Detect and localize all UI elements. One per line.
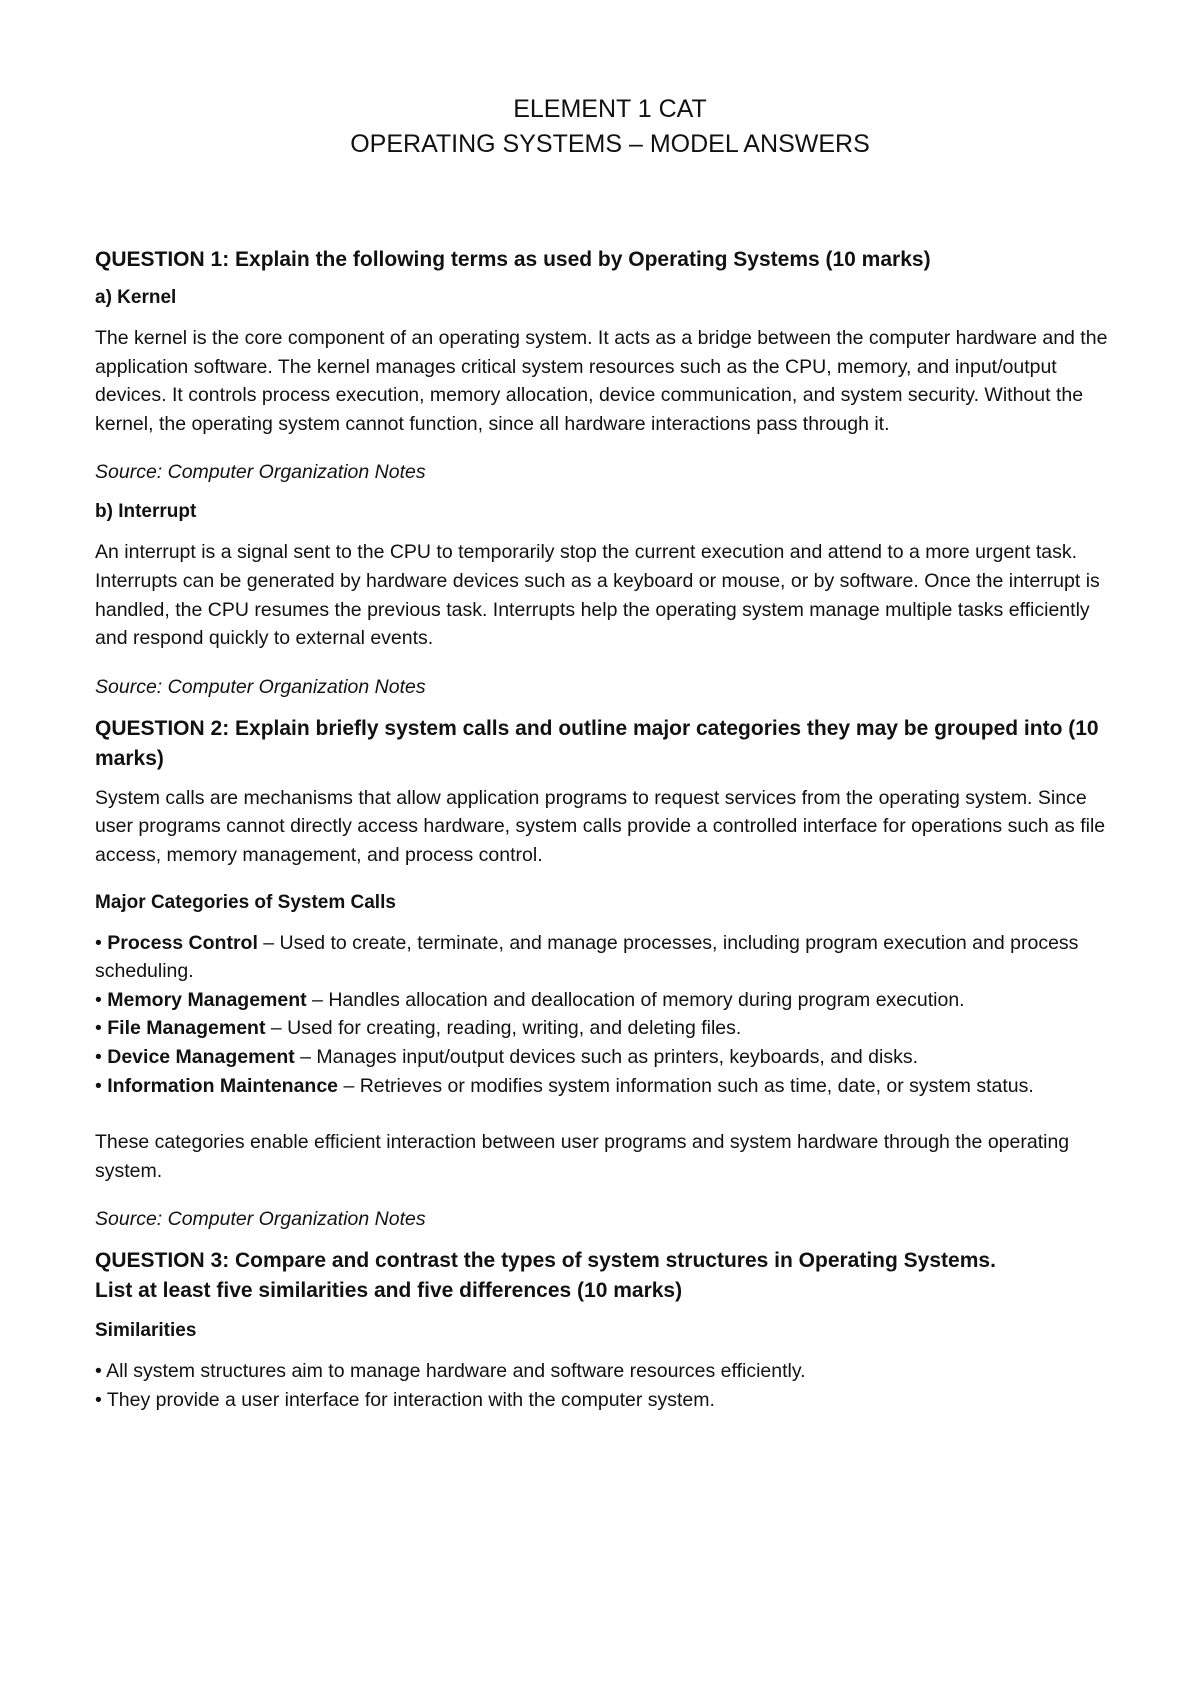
interrupt-heading: b) Interrupt bbox=[95, 501, 197, 523]
categories-heading: Major Categories of System Calls bbox=[95, 891, 396, 913]
question-3-section bbox=[95, 1246, 1125, 1414]
categories-conclusion: These categories enable efficient interaction between user programs and system hardware through the operating system. bbox=[95, 1131, 1070, 1182]
category-name: Information Maintenance bbox=[107, 1074, 339, 1097]
category-description: – Manages input/output devices such as printers, keyboards, and disks. bbox=[294, 1045, 919, 1068]
category-name: Device Management bbox=[107, 1045, 295, 1068]
kernel-source: Source: Computer Organization Notes bbox=[95, 461, 426, 484]
kernel-heading: a) Kernel bbox=[95, 287, 177, 308]
kernel-answer: The kernel is the core component of an operating system. It acts as a bridge between the computer hardware and the application software. The kernel manages critical system resources such as the CPU, memory, and input/output devices. It controls process execution, memory allocation, device communication, and system security. Without the kernel, the operating system cannot function, since all hardware interactions pass through it. bbox=[95, 327, 1108, 435]
question-3-heading-line-1: QUESTION 3: Compare and contrast the types of system structures in Operating Systems. bbox=[95, 1249, 996, 1273]
question-2-heading: QUESTION 2: Explain briefly system calls and outline major categories they may be grouped into (10 marks) bbox=[95, 716, 1099, 770]
document-title-line-2: OPERATING SYSTEMS – MODEL ANSWERS bbox=[350, 130, 870, 158]
bullet-glyph: • bbox=[95, 1074, 102, 1097]
list-item bbox=[95, 1014, 1125, 1043]
category-description: – Handles allocation and deallocation of memory during program execution. bbox=[306, 988, 965, 1011]
categories-list bbox=[95, 929, 1125, 1101]
system-calls-intro: System calls are mechanisms that allow application programs to request services from the operating system. Since user programs cannot directly access hardware, system calls provide a controlled interface for operations such as file access, memory management, and process control. bbox=[95, 786, 1106, 866]
list-item bbox=[95, 929, 1125, 986]
list-item: • They provide a user interface for interaction with the computer system. bbox=[95, 1388, 715, 1411]
category-name: File Management bbox=[107, 1017, 266, 1040]
category-description: – Used for creating, reading, writing, and deleting files. bbox=[265, 1017, 742, 1040]
system-calls-source: Source: Computer Organization Notes bbox=[95, 1208, 426, 1231]
question-3-heading-line-2: List at least five similarities and five differences (10 marks) bbox=[95, 1279, 683, 1303]
list-item: • All system structures aim to manage hardware and software resources efficiently. bbox=[95, 1360, 806, 1383]
list-item bbox=[95, 1043, 1125, 1072]
interrupt-answer: An interrupt is a signal sent to the CPU to temporarily stop the current execution and attend to a more urgent task. Interrupts can be generated by hardware devices such as a keyboard or mouse, or by software. Once the interrupt is handled, the CPU resumes the previous task. Interrupts help the operating system manage multiple tasks efficiently and respond quickly to external events. bbox=[95, 541, 1100, 650]
document-page bbox=[95, 92, 1125, 1442]
question-2-section bbox=[95, 714, 1125, 1234]
similarities-list bbox=[95, 1357, 1125, 1414]
list-item bbox=[95, 986, 1125, 1015]
question-3-heading bbox=[95, 1246, 1125, 1306]
category-name: Memory Management bbox=[107, 988, 307, 1011]
document-header bbox=[95, 92, 1125, 162]
document-title-line-1: ELEMENT 1 CAT bbox=[513, 95, 707, 123]
interrupt-source: Source: Computer Organization Notes bbox=[95, 675, 426, 698]
bullet-glyph: • bbox=[95, 1045, 102, 1068]
category-description: – Retrieves or modifies system information such as time, date, or system status. bbox=[338, 1074, 1034, 1097]
list-item bbox=[95, 1072, 1125, 1101]
similarities-heading: Similarities bbox=[95, 1320, 197, 1342]
question-1-section bbox=[95, 245, 1125, 701]
question-1-heading: QUESTION 1: Explain the following terms as used by Operating Systems (10 marks) bbox=[95, 248, 931, 271]
bullet-glyph: • bbox=[95, 1017, 102, 1040]
bullet-glyph: • bbox=[95, 988, 102, 1011]
bullet-glyph: • bbox=[95, 931, 102, 954]
category-name: Process Control bbox=[107, 931, 258, 954]
category-description: – Used to create, terminate, and manage processes, including program execution and process scheduling. bbox=[95, 931, 1079, 983]
